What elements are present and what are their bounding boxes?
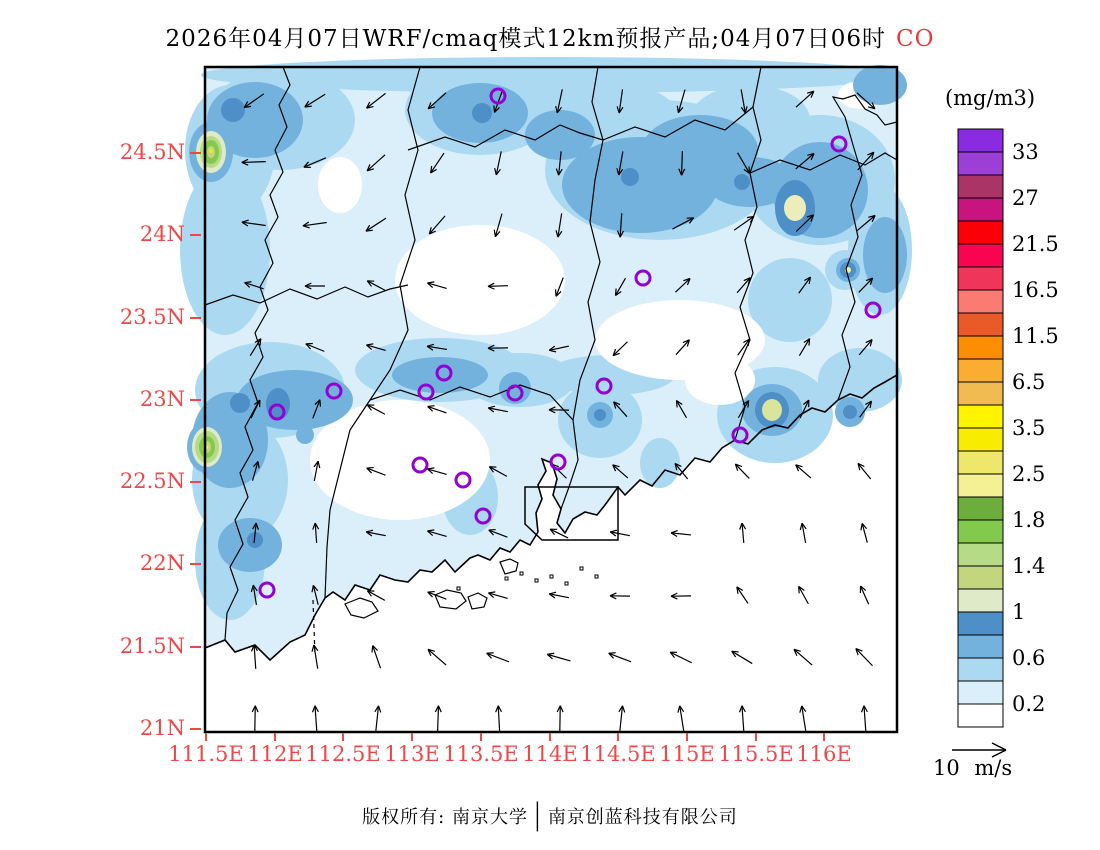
colorbar-value-label: 21.5 bbox=[1012, 232, 1059, 256]
lat-tick-label: 23.5N bbox=[119, 305, 185, 329]
lon-tick bbox=[274, 733, 276, 741]
lat-tick bbox=[190, 563, 201, 565]
lon-tick-label: 111.5E bbox=[168, 742, 244, 766]
lon-tick-label: 114.5E bbox=[580, 742, 656, 766]
colorbar-value-label: 1.8 bbox=[1012, 508, 1046, 532]
lon-tick bbox=[480, 733, 482, 741]
lat-tick bbox=[190, 646, 201, 648]
colorbar-value-label: 1 bbox=[1012, 600, 1026, 624]
lat-tick bbox=[190, 152, 201, 154]
colorbar-value-label: 1.4 bbox=[1012, 554, 1046, 578]
colorbar-value-label: 0.2 bbox=[1012, 692, 1046, 716]
page-title bbox=[0, 20, 1100, 53]
lat-tick bbox=[190, 234, 201, 236]
title-text: 2026年04月07日WRF/cmaq模式12km预报产品;04月07日06时 bbox=[165, 26, 886, 52]
lon-tick bbox=[205, 733, 207, 741]
lon-tick-label: 113E bbox=[384, 742, 440, 766]
lon-tick-label: 114E bbox=[522, 742, 578, 766]
pollutant-label: CO bbox=[895, 26, 935, 52]
lat-tick-label: 22.5N bbox=[119, 469, 185, 493]
colorbar-value-label: 33 bbox=[1012, 140, 1039, 164]
lon-tick-label: 112E bbox=[247, 742, 303, 766]
colorbar-value-label: 3.5 bbox=[1012, 416, 1046, 440]
copyright-org2: 南京创蓝科技有限公司 bbox=[547, 807, 738, 828]
colorbar-value-label: 2.5 bbox=[1012, 462, 1046, 486]
lat-tick-label: 22N bbox=[139, 551, 185, 575]
lat-tick bbox=[190, 481, 201, 483]
lat-tick-label: 23N bbox=[139, 387, 185, 411]
lat-tick-label: 24.5N bbox=[119, 140, 185, 164]
copyright-org1: 南京大学 bbox=[451, 807, 528, 828]
colorbar-unit: (mg/m3) bbox=[944, 86, 1036, 110]
footer-divider: │ bbox=[531, 802, 544, 833]
colorbar-value-label: 6.5 bbox=[1012, 370, 1046, 394]
copyright-prefix: 版权所有: bbox=[362, 807, 452, 828]
lon-tick-label: 115.5E bbox=[718, 742, 794, 766]
wind-scale-label: 10 m/s bbox=[933, 756, 1013, 780]
copyright-footer bbox=[0, 802, 1100, 833]
colorbar-value-label: 27 bbox=[1012, 186, 1039, 210]
lon-tick-label: 116E bbox=[796, 742, 852, 766]
lat-tick bbox=[190, 728, 201, 730]
lon-tick bbox=[755, 733, 757, 741]
co-contour-map bbox=[205, 67, 897, 732]
lon-tick-label: 113.5E bbox=[443, 742, 519, 766]
lat-tick-label: 21.5N bbox=[119, 634, 185, 658]
colorbar-value-label: 16.5 bbox=[1012, 278, 1059, 302]
lon-tick bbox=[617, 733, 619, 741]
lon-tick bbox=[342, 733, 344, 741]
lon-tick bbox=[411, 733, 413, 741]
lat-tick-label: 24N bbox=[139, 222, 185, 246]
lon-tick bbox=[686, 733, 688, 741]
lon-tick bbox=[823, 733, 825, 741]
lon-tick bbox=[549, 733, 551, 741]
colorbar-value-label: 11.5 bbox=[1012, 324, 1059, 348]
lat-tick bbox=[190, 399, 201, 401]
lat-tick bbox=[190, 317, 201, 319]
colorbar bbox=[957, 128, 1004, 728]
lon-tick-label: 112.5E bbox=[305, 742, 381, 766]
forecast-map bbox=[205, 67, 897, 732]
lon-tick-label: 115E bbox=[659, 742, 715, 766]
colorbar-value-label: 0.6 bbox=[1012, 646, 1046, 670]
lat-tick-label: 21N bbox=[139, 716, 185, 740]
